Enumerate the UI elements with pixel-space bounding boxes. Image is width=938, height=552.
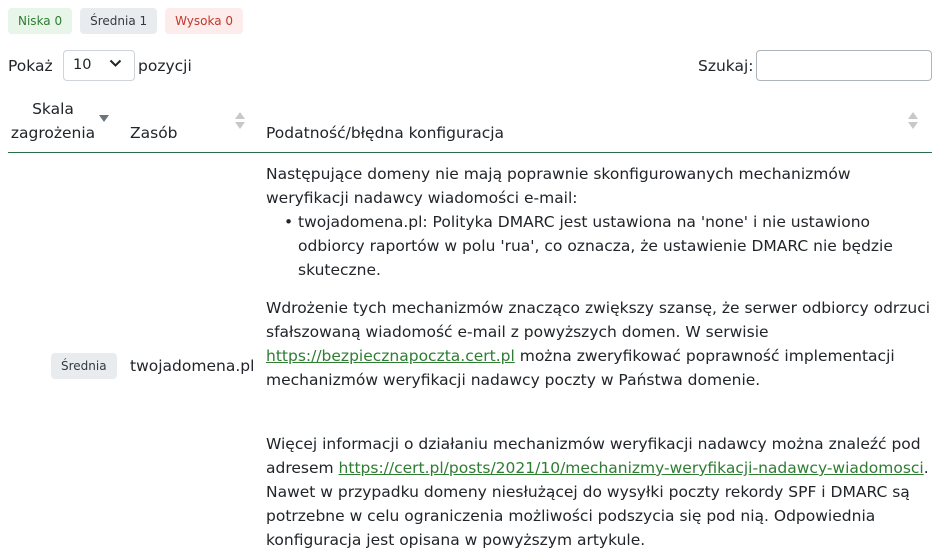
sort-both-icon[interactable] [235,112,245,132]
chevron-down-icon [109,57,122,71]
search-label: Szukaj: [698,57,754,75]
resource-cell: twojadomena.pl [130,357,255,375]
description-paragraph-2: Wdrożenie tych mechanizmów znacząco zwiększy szansę, że serwer odbiorcy odrzuci sfałszowaną wiadomość e-mail z powyższych domen. W serwisie https://bezpiecznapoczta.cert.pl można zweryfikować poprawność implementacji mechanizmów weryfikacji nadawcy poczty w Państwa domenie. [266,299,931,389]
column-header-resource[interactable]: Zasób [130,124,178,142]
column-header-vulnerability[interactable]: Podatność/błędna konfiguracja [266,124,505,142]
severity-badge: Średnia [51,353,117,379]
header-divider [8,152,932,153]
severity-summary [8,8,243,34]
severity-header-line1: Skala [32,100,74,118]
page-size-value: 10 [73,57,92,73]
show-label: Pokaż [8,57,53,75]
sort-desc-icon[interactable] [99,113,109,126]
sort-both-icon[interactable] [908,112,918,132]
table-controls [8,50,932,82]
severity-header-line2: zagrożenia [10,124,96,142]
description-intro: Następujące domeny nie mają poprawnie skonfigurowanych mechanizmów weryfikacji nadawcy wiadomości e-mail: [266,165,851,207]
column-header-severity[interactable] [8,97,98,145]
domain-list-item: • twojadomena.pl: Polityka DMARC jest ustawiona na 'none' i nie ustawiono odbiorcy raportów w polu 'rua', co oznacza, że ustawienie DMARC nie będzie skuteczne. [298,210,938,282]
badge-high[interactable]: Wysoka 0 [165,8,243,34]
cert-article-link[interactable]: https://cert.pl/posts/2021/10/mechanizmy-weryfikacji-nadawcy-wiadomosci [338,459,924,477]
description-paragraph-3: Więcej informacji o działaniu mechanizmów weryfikacji nadawcy można znaleźć pod adresem https://cert.pl/posts/2021/10/mechanizmy-weryfikacji-nadawcy-wiadomosci. Nawet w przypadku domeny niesłużącej do wysyłki poczty rekordy SPF i DMARC są potrzebne w celu ograniczenia możliwości podszycia się pod nią. Odpowiednia konfiguracja jest opisana w powyższym artykule. [266,435,929,549]
badge-low[interactable]: Niska 0 [8,8,72,34]
entries-label: pozycji [138,57,192,75]
vulnerability-description [266,162,938,552]
page-size-select[interactable] [63,50,135,81]
search-input[interactable] [756,50,932,81]
domain-list [266,210,938,282]
badge-medium[interactable]: Średnia 1 [80,8,157,34]
bezpiecznapoczta-link[interactable]: https://bezpiecznapoczta.cert.pl [266,347,515,365]
